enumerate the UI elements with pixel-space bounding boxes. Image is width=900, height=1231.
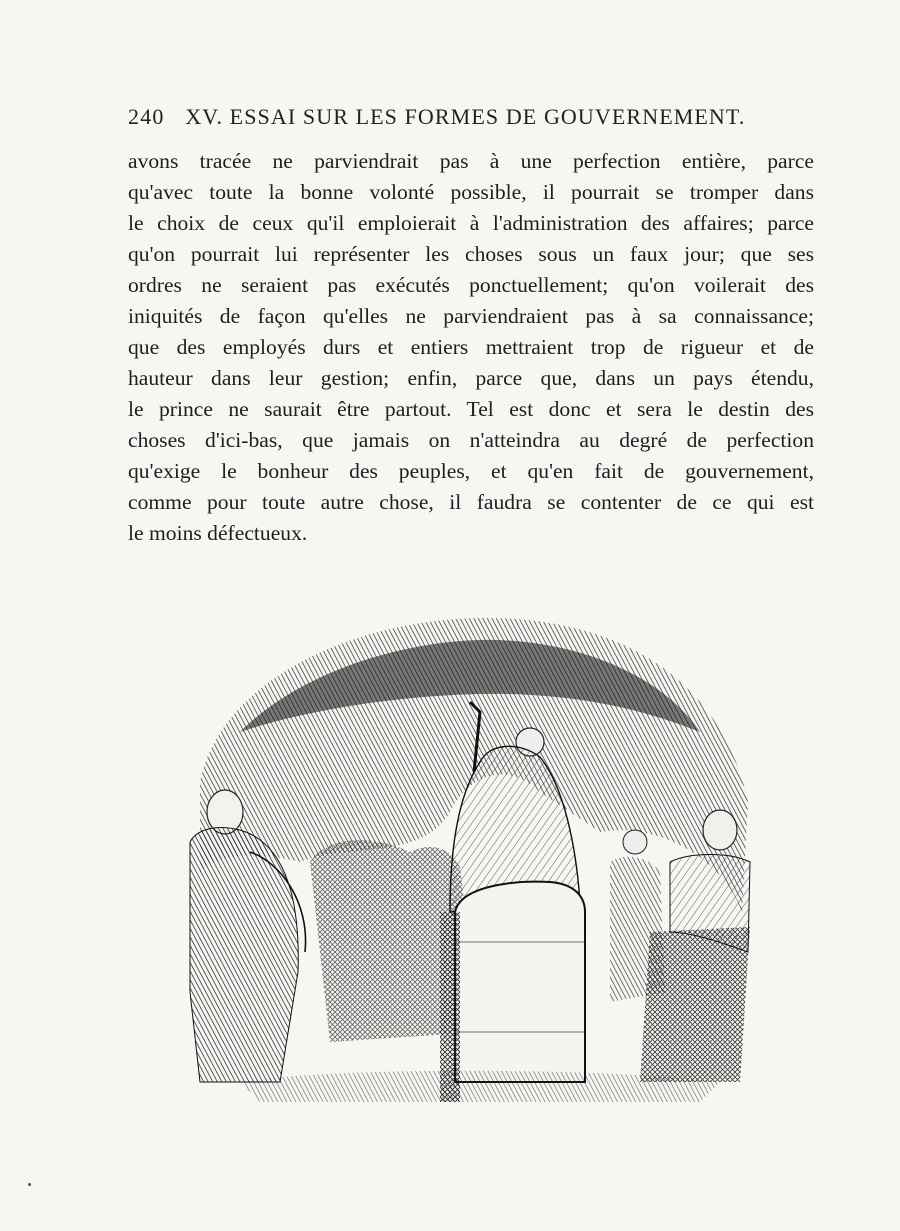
text-line: iniquités de façon qu'elles ne parviendraient pas à sa connaissance; bbox=[128, 304, 814, 328]
text-line: que des employés durs et entiers mettraient trop de rigueur et de bbox=[128, 335, 814, 359]
body-paragraph bbox=[128, 146, 814, 549]
text-line: qu'avec toute la bonne volonté possible, il pourrait se tromper dans bbox=[128, 180, 814, 204]
chapter-title: XV. ESSAI SUR LES FORMES DE GOUVERNEMENT. bbox=[185, 104, 746, 129]
text-line: comme pour toute autre chose, il faudra se contenter de ce qui est bbox=[128, 490, 814, 514]
text-line: qu'on pourrait lui représenter les choses sous un faux jour; que ses bbox=[128, 242, 814, 266]
text-line: le prince ne saurait être partout. Tel est donc et sera le destin des bbox=[128, 397, 814, 421]
engraving-svg bbox=[180, 612, 760, 1112]
text-line: hauteur dans leur gestion; enfin, parce que, dans un pays étendu, bbox=[128, 366, 814, 390]
text-line: le moins défectueux. bbox=[128, 521, 308, 545]
text-line: choses d'ici-bas, que jamais on n'atteindra au degré de perfection bbox=[128, 428, 814, 452]
engraving-illustration bbox=[180, 612, 760, 1112]
text-line: qu'exige le bonheur des peuples, et qu'en fait de gouvernement, bbox=[128, 459, 814, 483]
text-line: ordres ne seraient pas exécutés ponctuellement; qu'on voilerait des bbox=[128, 273, 814, 297]
text-line: le choix de ceux qu'il emploierait à l'administration des affaires; parce bbox=[128, 211, 814, 235]
chair bbox=[455, 882, 585, 1082]
text-line: avons tracée ne parviendrait pas à une perfection entière, parce bbox=[128, 149, 814, 173]
running-head bbox=[128, 104, 818, 134]
paper-speck bbox=[28, 1183, 31, 1186]
page-number: 240 bbox=[128, 104, 165, 129]
